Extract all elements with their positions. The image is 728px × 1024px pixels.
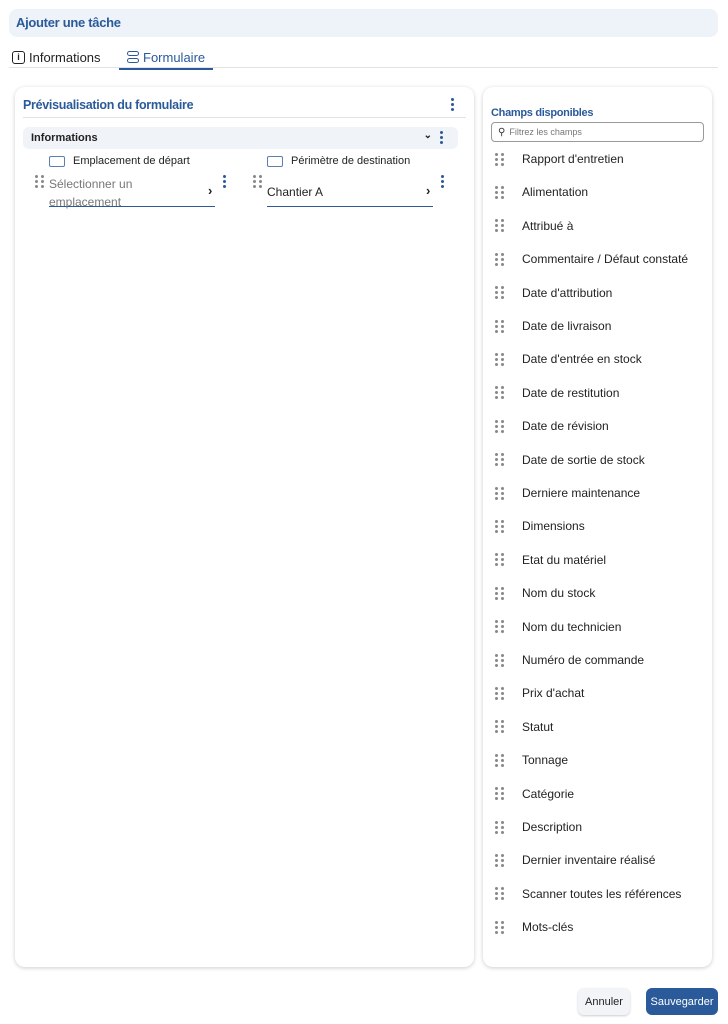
field-name: Commentaire / Défaut constaté <box>522 252 689 267</box>
field-name: Rapport d'entretien <box>522 152 624 166</box>
folder-icon <box>49 156 65 167</box>
drag-handle-icon[interactable] <box>495 787 504 800</box>
available-field-item[interactable] <box>495 617 621 637</box>
tab-label: Informations <box>29 49 101 65</box>
field-label: Périmètre de destination <box>267 155 410 167</box>
drag-handle-icon[interactable] <box>495 654 504 667</box>
available-field-item[interactable] <box>495 383 619 403</box>
available-field-item[interactable] <box>495 416 609 436</box>
field-name: Nom du stock <box>522 586 596 601</box>
field-label: Emplacement de départ <box>49 155 190 167</box>
available-field-item[interactable] <box>495 349 642 369</box>
tab-bar <box>9 42 718 68</box>
drag-handle-icon[interactable] <box>495 821 504 834</box>
divider <box>23 117 466 118</box>
folder-icon <box>267 156 283 167</box>
field-name: Date de restitution <box>522 385 620 400</box>
drag-handle-icon[interactable] <box>495 153 504 166</box>
info-icon: i <box>12 51 25 64</box>
field-name: Statut <box>522 719 554 734</box>
field-name: Date d'attribution <box>522 285 613 300</box>
field-name: Dimensions <box>522 519 585 534</box>
field-name: Date de sortie de stock <box>522 452 645 467</box>
dialog-title: Ajouter une tâche <box>16 15 121 30</box>
field-name: Date de révision <box>522 419 609 434</box>
section-header[interactable] <box>23 127 458 149</box>
chevron-down-icon[interactable]: ⌄ <box>423 130 432 141</box>
field-name: Prix d'achat <box>522 686 585 701</box>
filter-fields-input[interactable]: ⚲ Filtrez les champs <box>491 122 704 142</box>
available-field-item[interactable] <box>495 249 688 269</box>
drag-handle-icon[interactable] <box>495 219 504 232</box>
field-name: Derniere maintenance <box>522 486 641 500</box>
field-name: Tonnage <box>522 753 569 768</box>
field-name: Nom du technicien <box>522 619 622 634</box>
drag-handle-icon[interactable] <box>495 386 504 399</box>
section-title: Informations <box>31 132 98 144</box>
field-name: Etat du matériel <box>522 552 607 567</box>
drag-handle-icon[interactable] <box>495 353 504 366</box>
drag-handle-icon[interactable] <box>35 175 44 188</box>
available-fields-panel <box>483 87 712 967</box>
available-field-item[interactable] <box>495 149 624 169</box>
tab-formulaire[interactable] <box>119 46 213 70</box>
drag-handle-icon[interactable] <box>495 286 504 299</box>
form-preview-panel <box>15 87 474 967</box>
cancel-button[interactable]: Annuler <box>578 988 630 1015</box>
available-field-item[interactable] <box>495 216 573 236</box>
drag-handle-icon[interactable] <box>495 487 504 500</box>
available-field-item[interactable] <box>495 550 606 570</box>
field-options-icon[interactable] <box>223 175 227 188</box>
field-name: Date d'entrée en stock <box>522 352 642 367</box>
drag-handle-icon[interactable] <box>495 620 504 633</box>
available-field-item[interactable] <box>495 450 645 470</box>
field-name: Dernier inventaire réalisé <box>522 853 656 868</box>
available-field-item[interactable] <box>495 683 584 703</box>
drag-handle-icon[interactable] <box>253 175 262 188</box>
field-options-icon[interactable] <box>441 175 445 188</box>
available-field-item[interactable] <box>495 817 582 837</box>
drag-handle-icon[interactable] <box>495 420 504 433</box>
field-name: Description <box>522 820 583 834</box>
tab-label: Formulaire <box>143 49 206 65</box>
section-options-icon[interactable] <box>440 131 444 144</box>
panel-title: Champs disponibles <box>491 107 594 119</box>
field-name: Numéro de commande <box>522 653 645 667</box>
drag-handle-icon[interactable] <box>495 520 504 533</box>
drag-handle-icon[interactable] <box>495 921 504 934</box>
drag-handle-icon[interactable] <box>495 453 504 466</box>
form-icon <box>127 51 139 63</box>
available-field-item[interactable] <box>495 182 588 202</box>
drag-handle-icon[interactable] <box>495 754 504 767</box>
available-field-item[interactable] <box>495 283 612 303</box>
destination-select[interactable]: Chantier A <box>267 183 433 207</box>
more-options-icon[interactable] <box>451 98 455 111</box>
drag-handle-icon[interactable] <box>495 720 504 733</box>
chevron-right-icon[interactable]: › <box>426 183 431 198</box>
location-select[interactable]: Sélectionner un emplacement <box>49 175 215 207</box>
available-field-item[interactable] <box>495 583 595 603</box>
dialog-header <box>9 9 718 37</box>
field-name: Mots-clés <box>522 920 574 935</box>
available-field-item[interactable] <box>495 917 573 937</box>
drag-handle-icon[interactable] <box>495 887 504 900</box>
drag-handle-icon[interactable] <box>495 186 504 199</box>
search-icon: ⚲ <box>498 126 506 138</box>
panel-title: Prévisualisation du formulaire <box>23 98 194 112</box>
available-field-item[interactable] <box>495 884 681 904</box>
field-name: Scanner toutes les références <box>522 886 682 901</box>
available-field-item[interactable] <box>495 516 585 536</box>
chevron-right-icon[interactable]: › <box>208 183 213 198</box>
drag-handle-icon[interactable] <box>495 587 504 600</box>
tab-informations[interactable] <box>12 46 101 68</box>
field-name: Catégorie <box>522 786 575 801</box>
available-field-item[interactable] <box>495 850 655 870</box>
available-field-item[interactable] <box>495 784 574 804</box>
available-field-item[interactable] <box>495 717 553 737</box>
drag-handle-icon[interactable] <box>495 320 504 333</box>
drag-handle-icon[interactable] <box>495 253 504 266</box>
available-field-item[interactable] <box>495 316 611 336</box>
field-name: Date de livraison <box>522 319 612 333</box>
available-field-item[interactable] <box>495 483 640 503</box>
available-field-item[interactable] <box>495 650 644 670</box>
field-name: Alimentation <box>522 185 589 200</box>
available-field-item[interactable] <box>495 750 568 770</box>
drag-handle-icon[interactable] <box>495 687 504 700</box>
field-name: Attribué à <box>522 218 574 233</box>
drag-handle-icon[interactable] <box>495 553 504 566</box>
save-button[interactable]: Sauvegarder <box>646 988 718 1015</box>
drag-handle-icon[interactable] <box>495 854 504 867</box>
